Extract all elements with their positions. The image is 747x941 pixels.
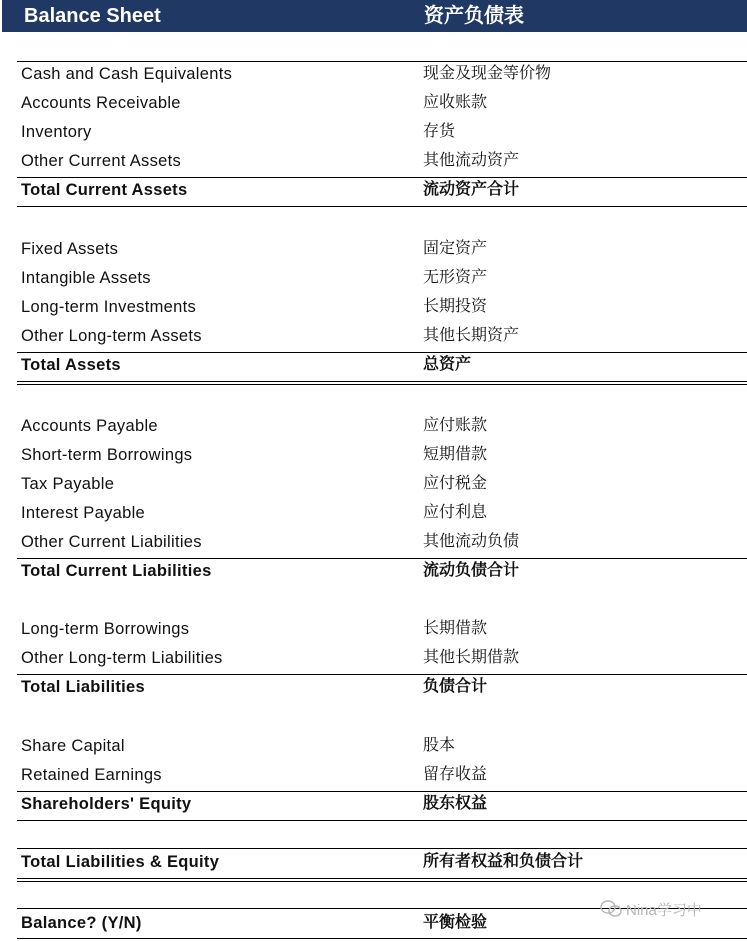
row-label-english: Total Liabilities & Equity [21,853,220,871]
row-label-chinese: 股东权益 [423,795,488,812]
row-label-chinese: 股本 [423,737,456,754]
row-label-chinese: 应付利息 [423,504,488,521]
row-label-english: Accounts Payable [21,417,158,435]
row-label-english: Long-term Borrowings [21,620,190,638]
row-label-chinese: 短期借款 [423,446,488,463]
row-label-chinese: 存货 [423,123,456,140]
row-label-english: Total Current Liabilities [21,562,212,580]
table-row [0,89,747,118]
row-label-english: Tax Payable [21,475,115,493]
row-label-chinese: 其他流动资产 [423,152,520,169]
table-row [0,644,747,673]
table-row [0,732,747,761]
header-title-english: Balance Sheet [24,5,161,27]
row-label-english: Total Current Assets [21,181,188,199]
table-row [0,147,747,176]
double-divider [17,878,747,882]
row-label-english: Balance? (Y/N) [21,914,142,932]
chat-bubble-icon [600,900,622,918]
double-divider [17,381,747,385]
table-row [0,470,747,499]
row-label-chinese: 其他长期资产 [423,327,520,344]
row-label-chinese: 应付账款 [423,417,488,434]
row-label-chinese: 无形资产 [423,269,488,286]
row-label-english: Other Long-term Liabilities [21,649,223,667]
divider [17,820,747,821]
watermark-text: Nina学习中 [626,902,702,919]
row-label-chinese: 流动资产合计 [423,181,520,198]
table-row [0,293,747,322]
total-row [0,790,747,819]
watermark [600,900,702,921]
row-label-english: Total Assets [21,356,121,374]
total-row [0,848,747,877]
row-label-chinese: 现金及现金等价物 [423,65,552,82]
table-row [0,118,747,147]
row-label-chinese: 应付税金 [423,475,488,492]
row-label-english: Retained Earnings [21,766,162,784]
row-label-english: Shareholders' Equity [21,795,192,813]
divider [17,206,747,207]
row-label-english: Fixed Assets [21,240,119,258]
table-row [0,499,747,528]
table-row [0,441,747,470]
total-row [0,351,747,380]
row-label-english: Interest Payable [21,504,146,522]
row-label-english: Share Capital [21,737,125,755]
total-row [0,176,747,205]
row-label-chinese: 所有者权益和负债合计 [423,853,584,870]
row-label-chinese: 总资产 [423,356,472,373]
table-row [0,412,747,441]
row-label-chinese: 留存收益 [423,766,488,783]
row-label-chinese: 长期借款 [423,620,488,637]
table-row [0,615,747,644]
total-row [0,557,747,586]
table-row [0,264,747,293]
table-header [2,0,747,32]
row-label-chinese: 其他长期借款 [423,649,520,666]
row-label-english: Other Long-term Assets [21,327,202,345]
table-row [0,528,747,557]
total-row [0,673,747,702]
row-label-english: Intangible Assets [21,269,151,287]
divider [17,938,747,939]
row-label-chinese: 应收账款 [423,94,488,111]
table-row [0,60,747,89]
header-title-chinese: 资产负债表 [424,5,524,27]
row-label-chinese: 流动负债合计 [423,562,520,579]
row-label-english: Cash and Cash Equivalents [21,65,233,83]
row-label-english: Short-term Borrowings [21,446,193,464]
table-row [0,235,747,264]
row-label-chinese: 长期投资 [423,298,488,315]
row-label-english: Other Current Liabilities [21,533,202,551]
row-label-english: Long-term Investments [21,298,197,316]
row-label-english: Accounts Receivable [21,94,181,112]
row-label-chinese: 平衡检验 [423,914,488,931]
row-label-english: Other Current Assets [21,152,182,170]
row-label-english: Total Liabilities [21,678,145,696]
table-row [0,322,747,351]
table-row [0,761,747,790]
row-label-chinese: 其他流动负债 [423,533,520,550]
row-label-english: Inventory [21,123,92,141]
row-label-chinese: 固定资产 [423,240,488,257]
row-label-chinese: 负债合计 [423,678,488,695]
